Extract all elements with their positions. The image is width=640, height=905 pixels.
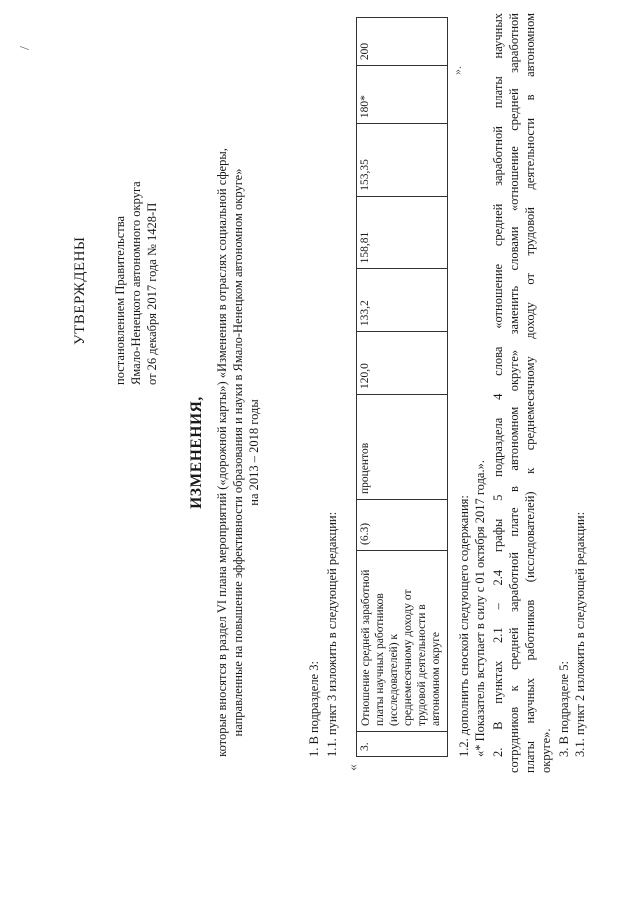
paragraph-1-2: 1.2. дополнить сноской следующего содержания: (457, 495, 471, 757)
paragraph-1: 1. В подразделе 3: (307, 661, 321, 757)
subtitle-line-2: направленные на повышение эффективности образования и науки в Ямало-Ненецком автономном округе» (231, 168, 245, 737)
cell-code: (6.3) (357, 500, 448, 551)
paragraph-2-line-4: округе». (539, 728, 553, 773)
subtitle-line-3: на 2013 – 2018 годы (247, 399, 261, 506)
paragraph-2-line-1: 2. В пунктах 2.1 – 2.4 графы 5 подраздела 4 слова «отношение средней заработной платы научных (491, 13, 505, 757)
approval-line-1: постановлением Правительства (113, 215, 127, 385)
footnote-text: «* Показатель вступает в силу с 01 октября 2017 года.». (473, 460, 487, 757)
approval-line-2: Ямало-Ненецкого автономного округа (129, 181, 143, 385)
cell-value: 158,81 (357, 196, 448, 269)
cell-value: 200 (357, 18, 448, 66)
cell-description: Отношение средней заработной платы научных работников (исследователей) к среднемесячному доходу от трудовой деятельности в автономном округе (357, 551, 448, 732)
cell-unit: процентов (357, 395, 448, 500)
table-row (357, 18, 448, 757)
approval-line-3: от 26 декабря 2017 года № 1428-П (145, 202, 159, 385)
cell-value: 153,35 (357, 124, 448, 197)
quote-close: ». (450, 66, 464, 75)
paragraph-2-line-3: платы научных работников (исследователей) к среднемесячному доходу от трудовой деятельности в автономном (523, 13, 537, 773)
cell-value: 133,2 (357, 269, 448, 332)
corner-mark: / (18, 46, 33, 50)
paragraph-3: 3. В подразделе 5: (557, 661, 571, 757)
document-title: ИЗМЕНЕНИЯ, (188, 396, 205, 509)
paragraph-1-1: 1.1. пункт 3 изложить в следующей редакции: (325, 511, 339, 757)
cell-number: 3. (357, 732, 448, 757)
indicator-table (356, 17, 448, 757)
quote-open: « (346, 764, 361, 771)
paragraph-3-1: 3.1. пункт 2 изложить в следующей редакции: (573, 511, 587, 757)
approval-heading: УТВЕРЖДЕНЫ (72, 236, 88, 345)
cell-value: 120,0 (357, 332, 448, 395)
subtitle-line-1: которые вносятся в раздел VI плана мероприятий («дорожной карты») «Изменения в отраслях социальной сферы, (215, 148, 229, 757)
cell-value: 180* (357, 66, 448, 124)
paragraph-2-line-2: сотрудников к средней заработной плате в автономном округе» заменить словами «отношение средней заработной (507, 13, 521, 773)
